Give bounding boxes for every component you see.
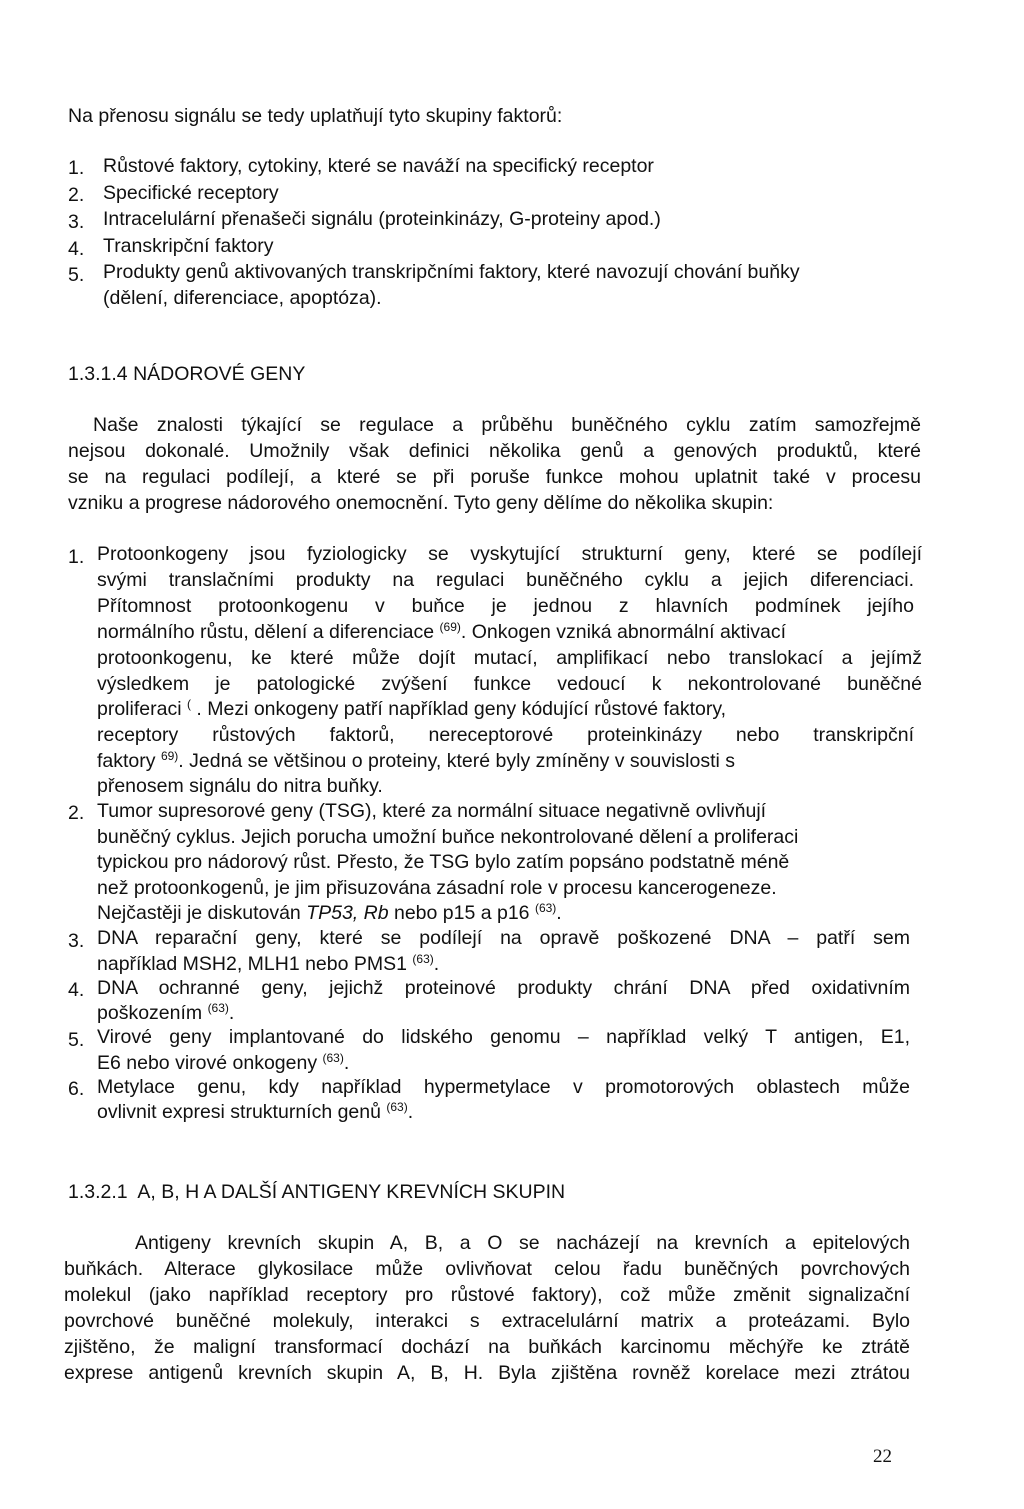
text-run: . [343, 1052, 350, 1074]
list-text [97, 1051, 349, 1075]
paragraph-line: exprese antigenů krevních skupin A, B, H. Byla zjištěna rovněž korelace mezi ztrátou [64, 1362, 910, 1384]
list-text: Intracelulární přenašeči signálu (proteinkinázy, G-proteiny apod.) [103, 208, 661, 230]
text-run: . Jedná se většinou o proteiny, které byly zmíněny v souvislosti s [178, 750, 736, 772]
list-text: svými translačními produkty na regulaci buněčného cyklu a jejich diferenciaci. [97, 569, 914, 591]
list-number: 2. [68, 184, 85, 206]
list-text: Virové geny implantované do lidského genomu – například velký T antigen, E1, [97, 1026, 910, 1048]
list-text: Růstové faktory, cytokiny, které se naváží na specifický receptor [103, 155, 654, 177]
list-text: DNA ochranné geny, jejichž proteinové produkty chrání DNA před oxidativním [97, 977, 910, 999]
gene-name: TP53, Rb [306, 902, 389, 924]
citation-ref: (69) [439, 620, 461, 634]
list-text: Specifické receptory [103, 182, 279, 204]
list-text [97, 952, 439, 976]
list-text: receptory růstových faktorů, nereceptorové proteinkinázy nebo transkripční [97, 724, 914, 746]
list-text [97, 697, 726, 721]
list-text: přenosem signálu do nitra buňky. [97, 775, 383, 797]
section-heading [68, 1180, 565, 1204]
list-text [97, 620, 786, 644]
citation-ref: (63) [412, 952, 434, 966]
list-number: 6. [68, 1078, 85, 1100]
list-text: buněčný cyklus. Jejich porucha umožní buňce nekontrolované dělení a proliferaci [97, 826, 799, 848]
text-run: E6 nebo virové onkogeny [97, 1052, 323, 1074]
text-run: například MSH2, MLH1 nebo PMS1 [97, 953, 413, 975]
paragraph-line: Naše znalosti týkající se regulace a průběhu buněčného cyklu zatím samozřejmě [93, 414, 921, 436]
list-text: DNA reparační geny, které se podílejí na opravě poškozené DNA – patří sem [97, 927, 910, 949]
paragraph-line: vzniku a progrese nádorového onemocnění. Tyto geny dělíme do několika skupin: [68, 492, 774, 514]
section-heading [68, 362, 305, 386]
citation-ref: (63) [207, 1001, 229, 1015]
text-run: poškozením [97, 1002, 208, 1024]
paragraph-line: povrchové buněčné molekuly, interakci s extracelulární matrix a proteázami. Bylo [64, 1310, 910, 1332]
list-text: Tumor supresorové geny (TSG), které za normální situace negativně ovlivňují [97, 800, 767, 822]
text-run: normálního růstu, dělení a diferenciace [97, 621, 435, 643]
paragraph-line: se na regulaci podílejí, a které se při poruše funkce mohou uplatnit také v procesu [68, 466, 921, 488]
section-number: 1.3.2.1 [68, 1181, 128, 1203]
citation-ref: (63) [322, 1051, 344, 1065]
citation-ref: (63) [386, 1100, 408, 1114]
citation-ref: 69) [160, 749, 179, 763]
text-run: . [433, 953, 440, 975]
list-number: 4. [68, 238, 85, 260]
text-run: faktory [97, 750, 156, 772]
list-text: protoonkogenu, ke které může dojít mutací, amplifikací nebo translokací a jejímž [97, 647, 922, 669]
text-run: . [556, 902, 562, 924]
list-number: 1. [68, 546, 85, 568]
list-number: 1. [68, 157, 85, 179]
list-number: 3. [68, 930, 85, 952]
section-title: A, B, H A DALŠÍ ANTIGENY KREVNÍCH SKUPIN [137, 1181, 566, 1203]
list-text [97, 1001, 234, 1025]
list-text: typickou pro nádorový růst. Přesto, že TSG bylo zatím popsáno podstatně méně [97, 851, 790, 873]
paragraph-line: nejsou dokonalé. Umožnily však definici několika genů a genových produktů, které [68, 440, 921, 462]
list-text [97, 1100, 413, 1124]
paragraph-line: molekul (jako například receptory pro růstové faktory), což může změnit signalizační [64, 1284, 910, 1306]
list-text: Transkripční faktory [103, 235, 274, 257]
text-run: . Onkogen vzniká abnormální aktivací [460, 621, 787, 643]
text-run: proliferaci [97, 698, 182, 720]
list-text [97, 749, 735, 773]
list-text: Protoonkogeny jsou fyziologicky se vyskytující strukturní geny, které se podílejí [97, 543, 922, 565]
text-run: . [407, 1101, 414, 1123]
text-run: nebo p15 a p16 [388, 902, 535, 924]
list-number: 3. [68, 211, 85, 233]
list-text: Přítomnost protoonkogenu v buňce je jednou z hlavních podmínek jejího [97, 595, 914, 617]
text-run: Nejčastěji je diskutován [97, 902, 307, 924]
text-run: . Mezi onkogeny patří například geny kódující růstové faktory, [196, 698, 727, 720]
list-text: Produkty genů aktivovaných transkripčními faktory, které navozují chování buňky [103, 261, 800, 283]
paragraph-line: buňkách. Alterace glykosilace může ovlivňovat celou řadu buněčných povrchových [64, 1258, 910, 1280]
list-text: (dělení, diferenciace, apoptóza). [103, 287, 382, 309]
list-text: Metylace genu, kdy například hypermetylace v promotorových oblastech může [97, 1076, 910, 1098]
list-text: než protoonkogenů, je jim přisuzována zásadní role v procesu kancerogeneze. [97, 877, 777, 899]
citation-ref: (63) [534, 901, 557, 915]
list-text: výsledkem je patologické zvýšení funkce vedoucí k nekontrolované buněčné [97, 673, 922, 695]
list-text [97, 901, 562, 925]
list-number: 4. [68, 979, 85, 1001]
list-number: 5. [68, 1029, 85, 1051]
section-title: NÁDOROVÉ GENY [133, 363, 306, 385]
citation-ref: ( [186, 697, 191, 711]
intro-text: Na přenosu signálu se tedy uplatňují tyto skupiny faktorů: [68, 105, 563, 127]
text-run: . [228, 1002, 235, 1024]
paragraph-line: zjištěno, že maligní transformací dochází na buňkách karcinomu měchýře ke ztrátě [64, 1336, 910, 1358]
list-number: 5. [68, 264, 85, 286]
list-number: 2. [68, 802, 85, 824]
text-run: ovlivnit expresi strukturních genů [97, 1101, 387, 1123]
section-number: 1.3.1.4 [68, 363, 128, 385]
page-number: 22 [873, 1446, 892, 1467]
paragraph-line: Antigeny krevních skupin A, B, a O se nacházejí na krevních a epitelových [135, 1232, 910, 1254]
